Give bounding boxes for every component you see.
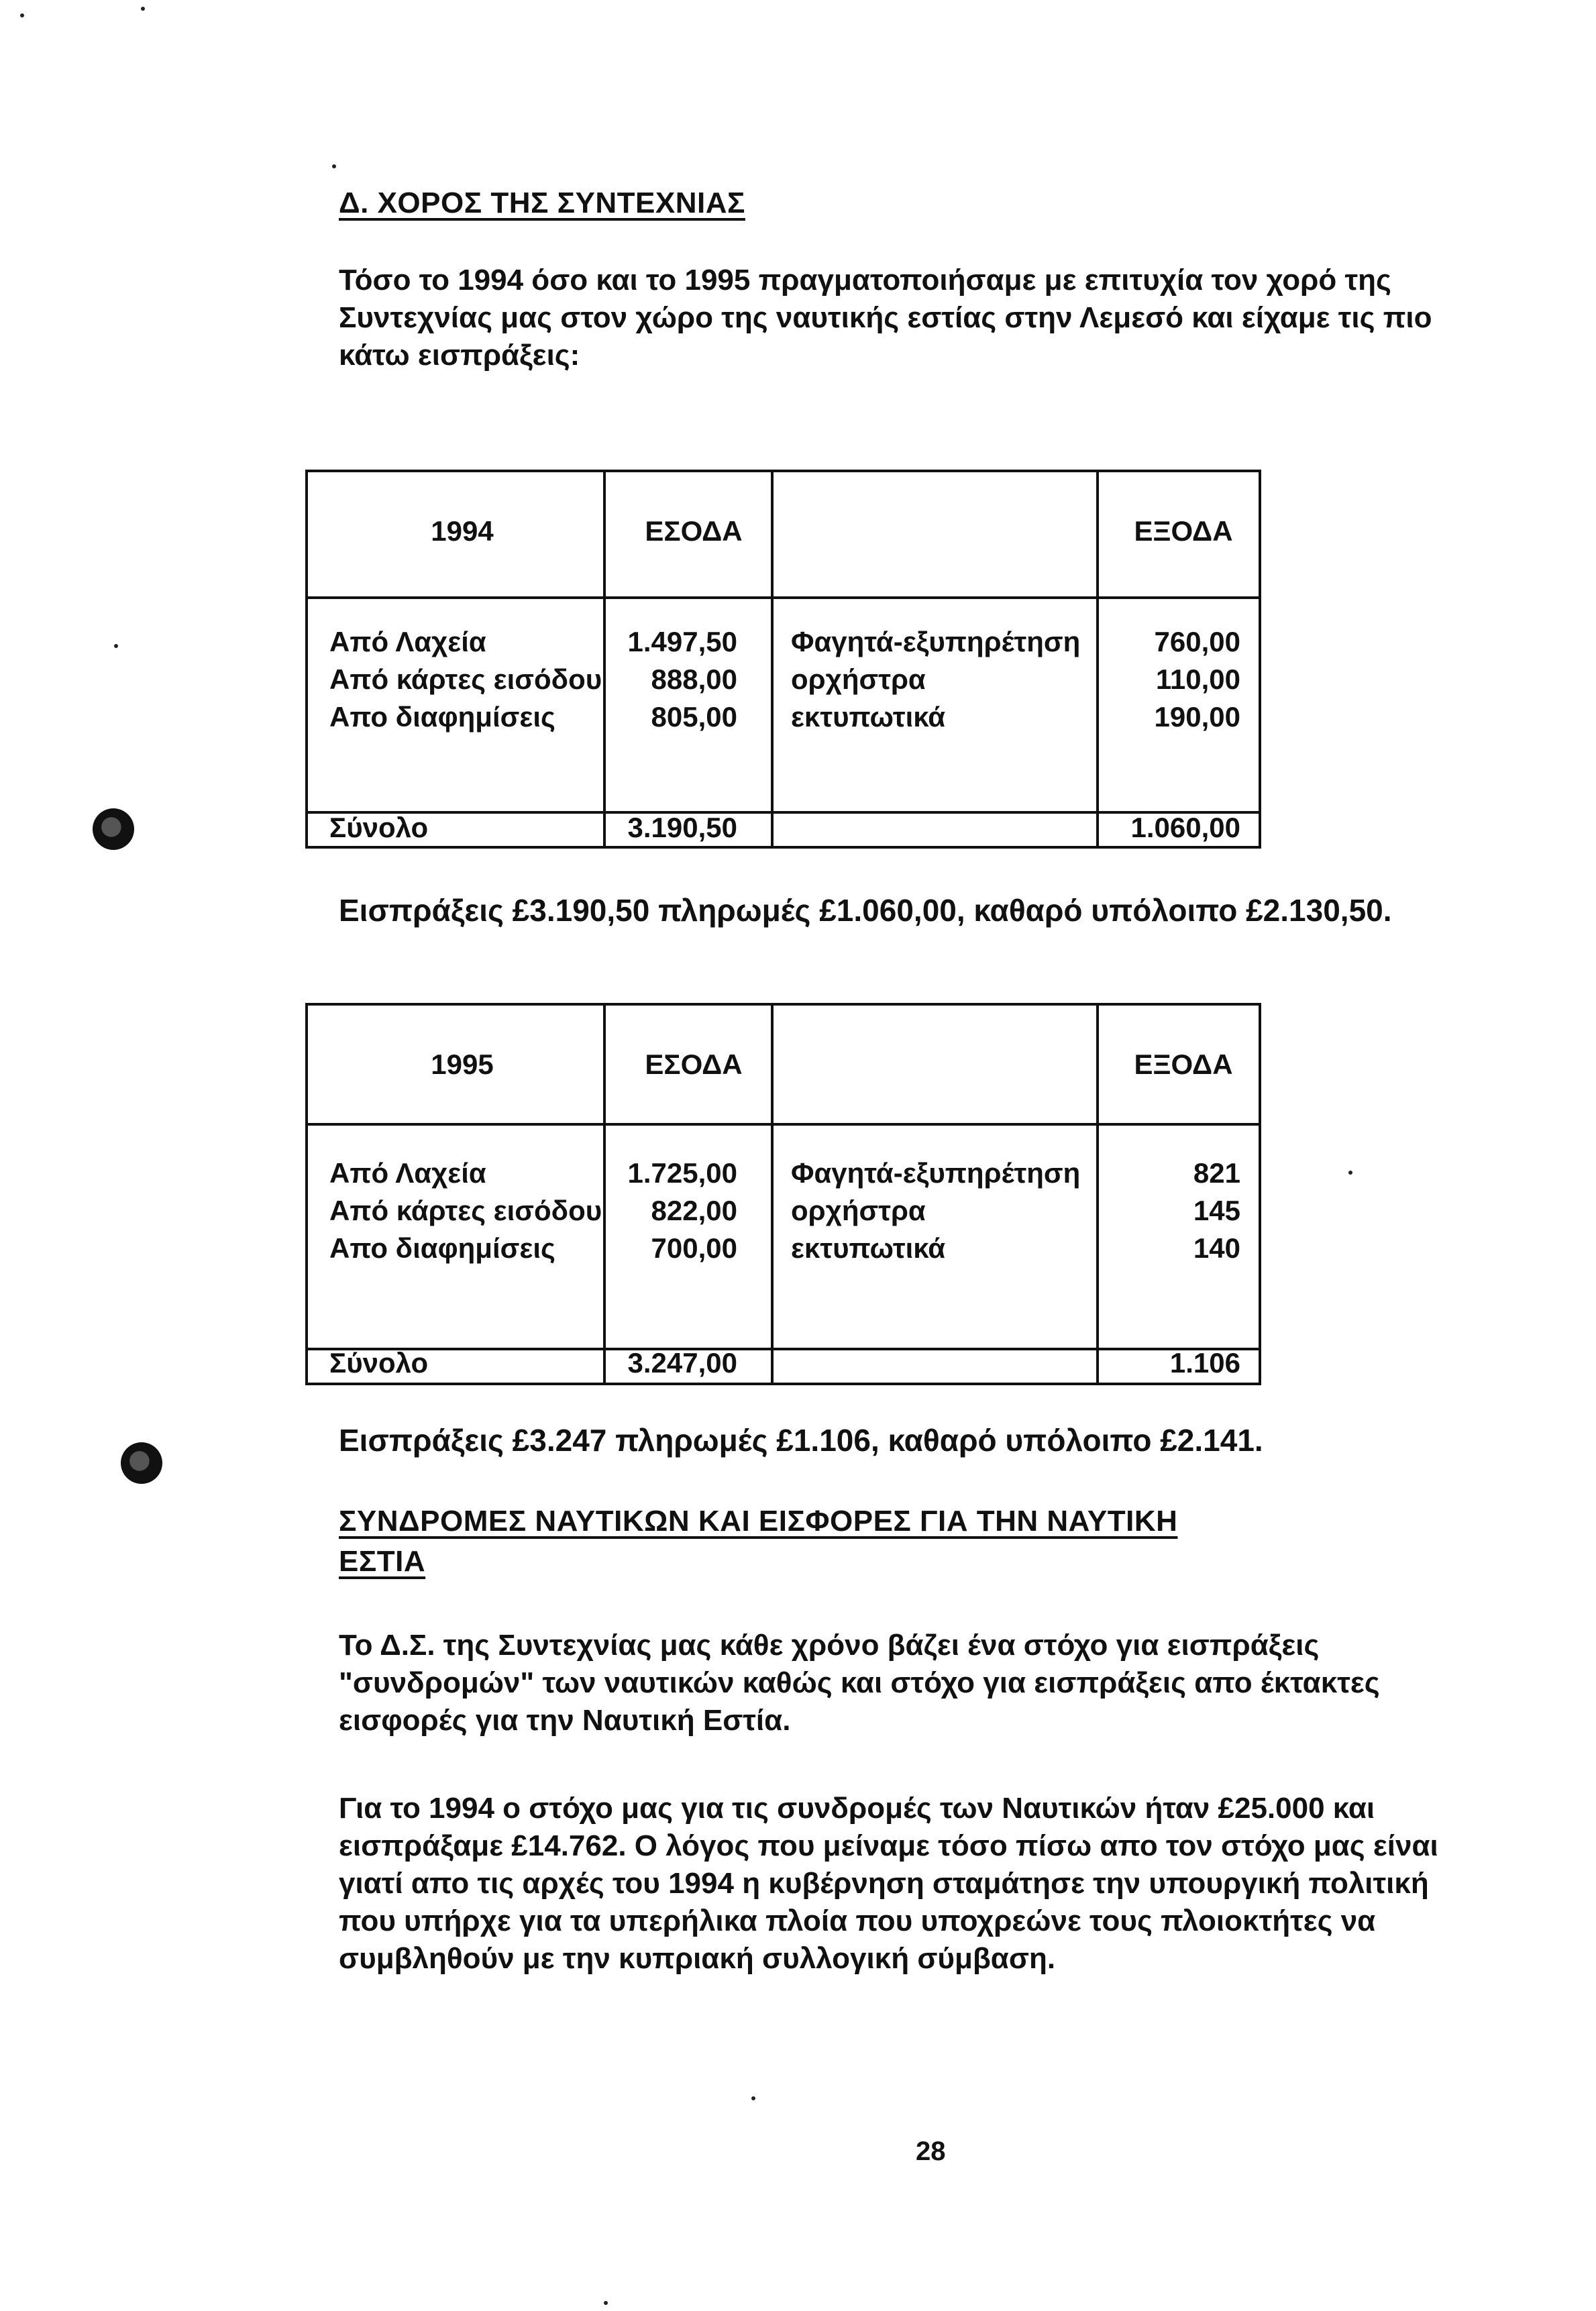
income-label: Απο διαφημίσεις bbox=[329, 701, 555, 733]
total-expense: 1.060,00 bbox=[1130, 812, 1240, 843]
income-label: Από Λαχεία bbox=[329, 1157, 486, 1189]
income-label: Από Λαχεία bbox=[329, 626, 486, 657]
income-value: 1.725,00 bbox=[627, 1157, 737, 1189]
table-1994 bbox=[305, 470, 1261, 849]
summary-1995: Εισπράξεις £3.247 πληρωμές £1.106, καθαρό υπόλοιπο £2.141. bbox=[339, 1423, 1263, 1458]
expense-label: ορχήστρα bbox=[791, 663, 926, 695]
scan-speck bbox=[114, 644, 118, 648]
income-header: ΕΣΟΔΑ bbox=[645, 1049, 743, 1080]
scan-speck bbox=[604, 2301, 608, 2305]
contributions-paragraph: Το Δ.Σ. της Συντεχνίας μας κάθε χρόνο βάζει ένα στόχο για εισπράξεις "συνδρομών" των ναυτικών καθώς και στόχο για εισπράξεις απο έκτακτες εισφορές για την Ναυτική Εστία. bbox=[339, 1629, 1380, 1737]
expense-value: 190,00 bbox=[1154, 701, 1240, 733]
expense-value: 821 bbox=[1193, 1157, 1240, 1189]
income-value: 700,00 bbox=[651, 1232, 737, 1264]
total-label: Σύνολο bbox=[329, 1347, 429, 1379]
expense-label: Φαγητά-εξυπηρέτηση bbox=[791, 626, 1081, 657]
expense-label: εκτυπωτικά bbox=[791, 1232, 946, 1264]
income-label: Από κάρτες εισόδου bbox=[329, 1195, 602, 1226]
expense-value: 110,00 bbox=[1155, 663, 1240, 695]
total-income: 3.190,50 bbox=[627, 812, 737, 843]
table-year: 1995 bbox=[431, 1049, 494, 1080]
expense-label: ορχήστρα bbox=[791, 1195, 926, 1226]
table-year: 1994 bbox=[431, 515, 494, 547]
section-heading-contributions: ΣΥΝΔΡΟΜΕΣ ΝΑΥΤΙΚΩΝ ΚΑΙ ΕΙΣΦΟΡΕΣ ΓΙΑ ΤΗΝ ΝΑΥΤΙΚΗ ΕΣΤΙΑ bbox=[339, 1505, 1178, 1578]
expense-value: 145 bbox=[1193, 1195, 1240, 1226]
table-1995 bbox=[305, 1003, 1261, 1385]
expense-label: Φαγητά-εξυπηρέτηση bbox=[791, 1157, 1081, 1189]
binder-hole-mark bbox=[93, 808, 134, 850]
binder-hole-mark bbox=[121, 1442, 162, 1484]
expense-header: ΕΞΟΔΑ bbox=[1134, 515, 1233, 547]
total-expense: 1.106 bbox=[1169, 1347, 1240, 1379]
page-number: 28 bbox=[916, 2137, 946, 2166]
total-income: 3.247,00 bbox=[627, 1347, 737, 1379]
intro-paragraph: Τόσο το 1994 όσο και το 1995 πραγματοποιήσαμε με επιτυχία τον χορό της Συντεχνίας μας στον χώρο της ναυτικής εστίας στην Λεμεσό και είχαμε τις πιο κάτω εισπράξεις: bbox=[339, 264, 1432, 372]
scan-speck bbox=[1348, 1171, 1352, 1175]
expense-value: 140 bbox=[1193, 1232, 1240, 1264]
summary-1994: Εισπράξεις £3.190,50 πληρωμές £1.060,00, καθαρό υπόλοιπο £2.130,50. bbox=[339, 893, 1392, 928]
income-label: Απο διαφημίσεις bbox=[329, 1232, 555, 1264]
income-header: ΕΣΟΔΑ bbox=[645, 515, 743, 547]
income-value: 888,00 bbox=[651, 663, 737, 695]
income-value: 1.497,50 bbox=[627, 626, 737, 657]
income-value: 822,00 bbox=[651, 1195, 737, 1226]
scan-speck bbox=[751, 2096, 755, 2100]
expense-header: ΕΞΟΔΑ bbox=[1134, 1049, 1233, 1080]
income-label: Από κάρτες εισόδου bbox=[329, 663, 602, 695]
target-paragraph: Για το 1994 ο στόχο μας για τις συνδρομές των Ναυτικών ήταν £25.000 και εισπράξαμε £14.762. Ο λόγος που μείναμε τόσο πίσω απο τον στόχο μας είναι γιατί απο τις αρχές του 1994 η κυβέρνηση σταμάτησε την υπουργική πολιτική που υπήρχε για τα υπερήλικα πλοία που υποχρεώνε τους πλοιοκτήτες να συμβληθούν με την κυπριακή συλλογική σύμβαση. bbox=[339, 1792, 1438, 1975]
total-label: Σύνολο bbox=[329, 812, 429, 843]
expense-value: 760,00 bbox=[1154, 626, 1240, 657]
scan-speck bbox=[141, 7, 145, 11]
expense-label: εκτυπωτικά bbox=[791, 701, 946, 733]
income-value: 805,00 bbox=[651, 701, 737, 733]
scan-speck bbox=[332, 164, 336, 168]
scan-speck bbox=[20, 13, 24, 17]
section-heading-dance: Δ. ΧΟΡΟΣ ΤΗΣ ΣΥΝΤΕΧΝΙΑΣ bbox=[339, 186, 745, 219]
